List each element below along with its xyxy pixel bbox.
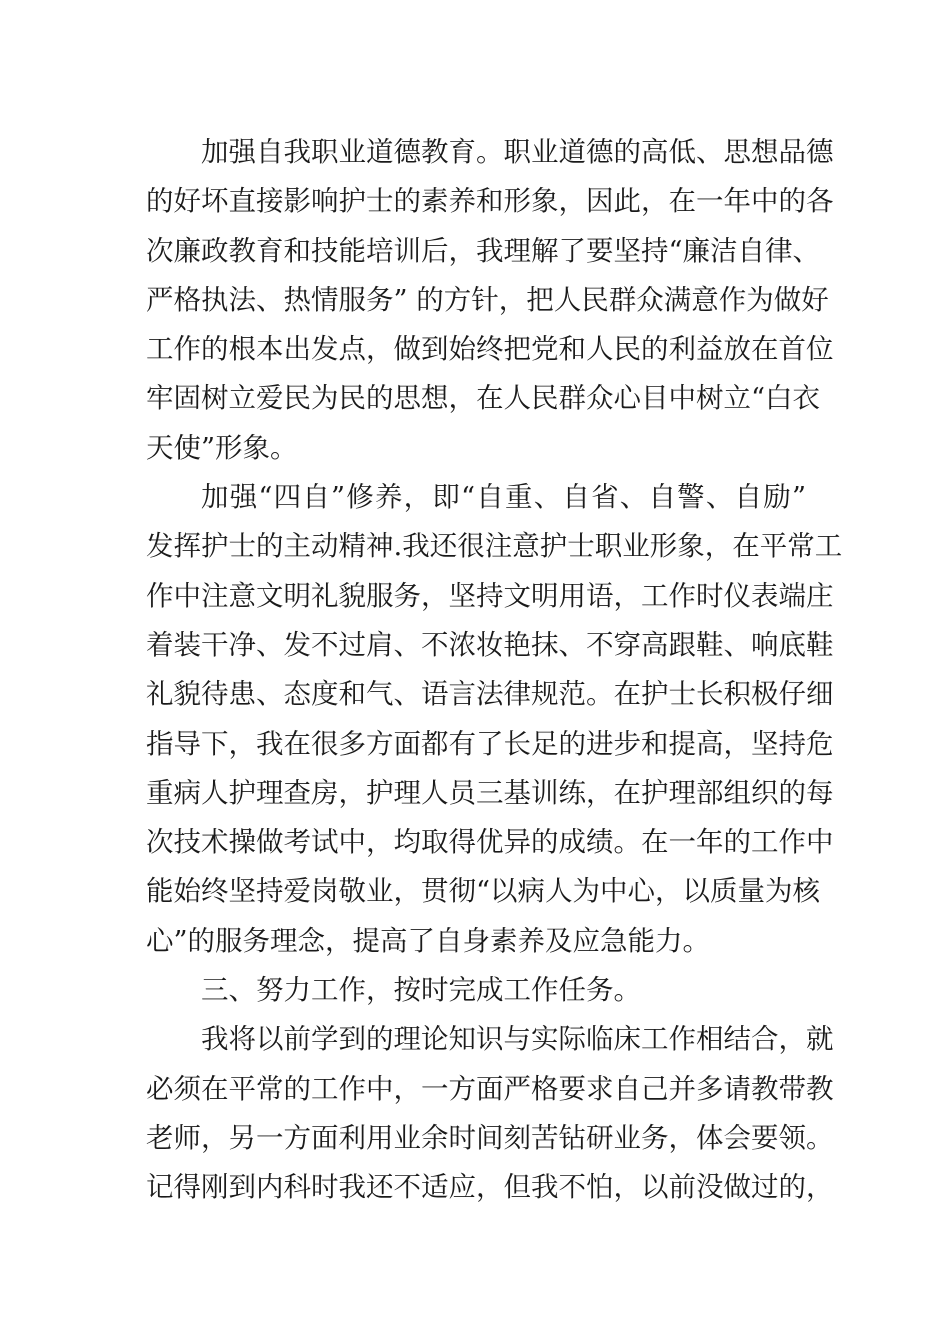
- text-line: 重病人护理查房，护理人员三基训练，在护理部组织的每: [146, 776, 834, 809]
- text-line: 我将以前学到的理论知识与实际临床工作相结合，就: [201, 1023, 834, 1056]
- text-line: 作中注意文明礼貌服务，坚持文明用语，工作时仪表端庄: [146, 579, 834, 612]
- text-line: 次廉政教育和技能培训后，我理解了要坚持“廉洁自律、: [146, 234, 821, 267]
- text-line: 记得刚到内科时我还不适应，但我不怕，以前没做过的，: [146, 1171, 834, 1204]
- body-text: [146, 128, 843, 1213]
- text-line: 的好坏直接影响护士的素养和形象，因此，在一年中的各: [146, 185, 834, 218]
- text-line: 老师，另一方面利用业余时间刻苦钻研业务，体会要领。: [146, 1121, 834, 1154]
- text-line: 心”的服务理念，提高了自身素养及应急能力。: [146, 924, 711, 957]
- text-line: 加强“四自”修养，即“自重、自省、自警、自励”: [201, 481, 806, 514]
- text-line: 指导下，我在很多方面都有了长足的进步和提高，坚持危: [146, 727, 834, 760]
- text-line: 必须在平常的工作中，一方面严格要求自己并多请教带教: [146, 1072, 834, 1105]
- text-line: 发挥护士的主动精神.我还很注意护士职业形象，在平常工: [146, 530, 843, 563]
- text-line: 着装干净、发不过肩、不浓妆艳抹、不穿高跟鞋、响底鞋: [146, 628, 834, 661]
- text-line: 天使”形象。: [146, 431, 298, 464]
- text-line: 礼貌待患、态度和气、语言法律规范。在护士长积极仔细: [146, 678, 834, 711]
- text-line: 工作的根本出发点，做到始终把党和人民的利益放在首位: [146, 333, 834, 366]
- text-line: 次技术操做考试中，均取得优异的成绩。在一年的工作中: [146, 826, 834, 859]
- text-line: 三、努力工作，按时完成工作任务。: [201, 974, 641, 1007]
- text-line: 牢固树立爱民为民的思想，在人民群众心目中树立“白衣: [146, 382, 821, 415]
- text-line: 能始终坚持爱岗敬业，贯彻“以病人为中心，以质量为核: [146, 875, 821, 908]
- text-line: 加强自我职业道德教育。职业道德的高低、思想品德: [201, 136, 834, 168]
- text-line: 严格执法、热情服务” 的方针，把人民群众满意作为做好: [146, 283, 829, 316]
